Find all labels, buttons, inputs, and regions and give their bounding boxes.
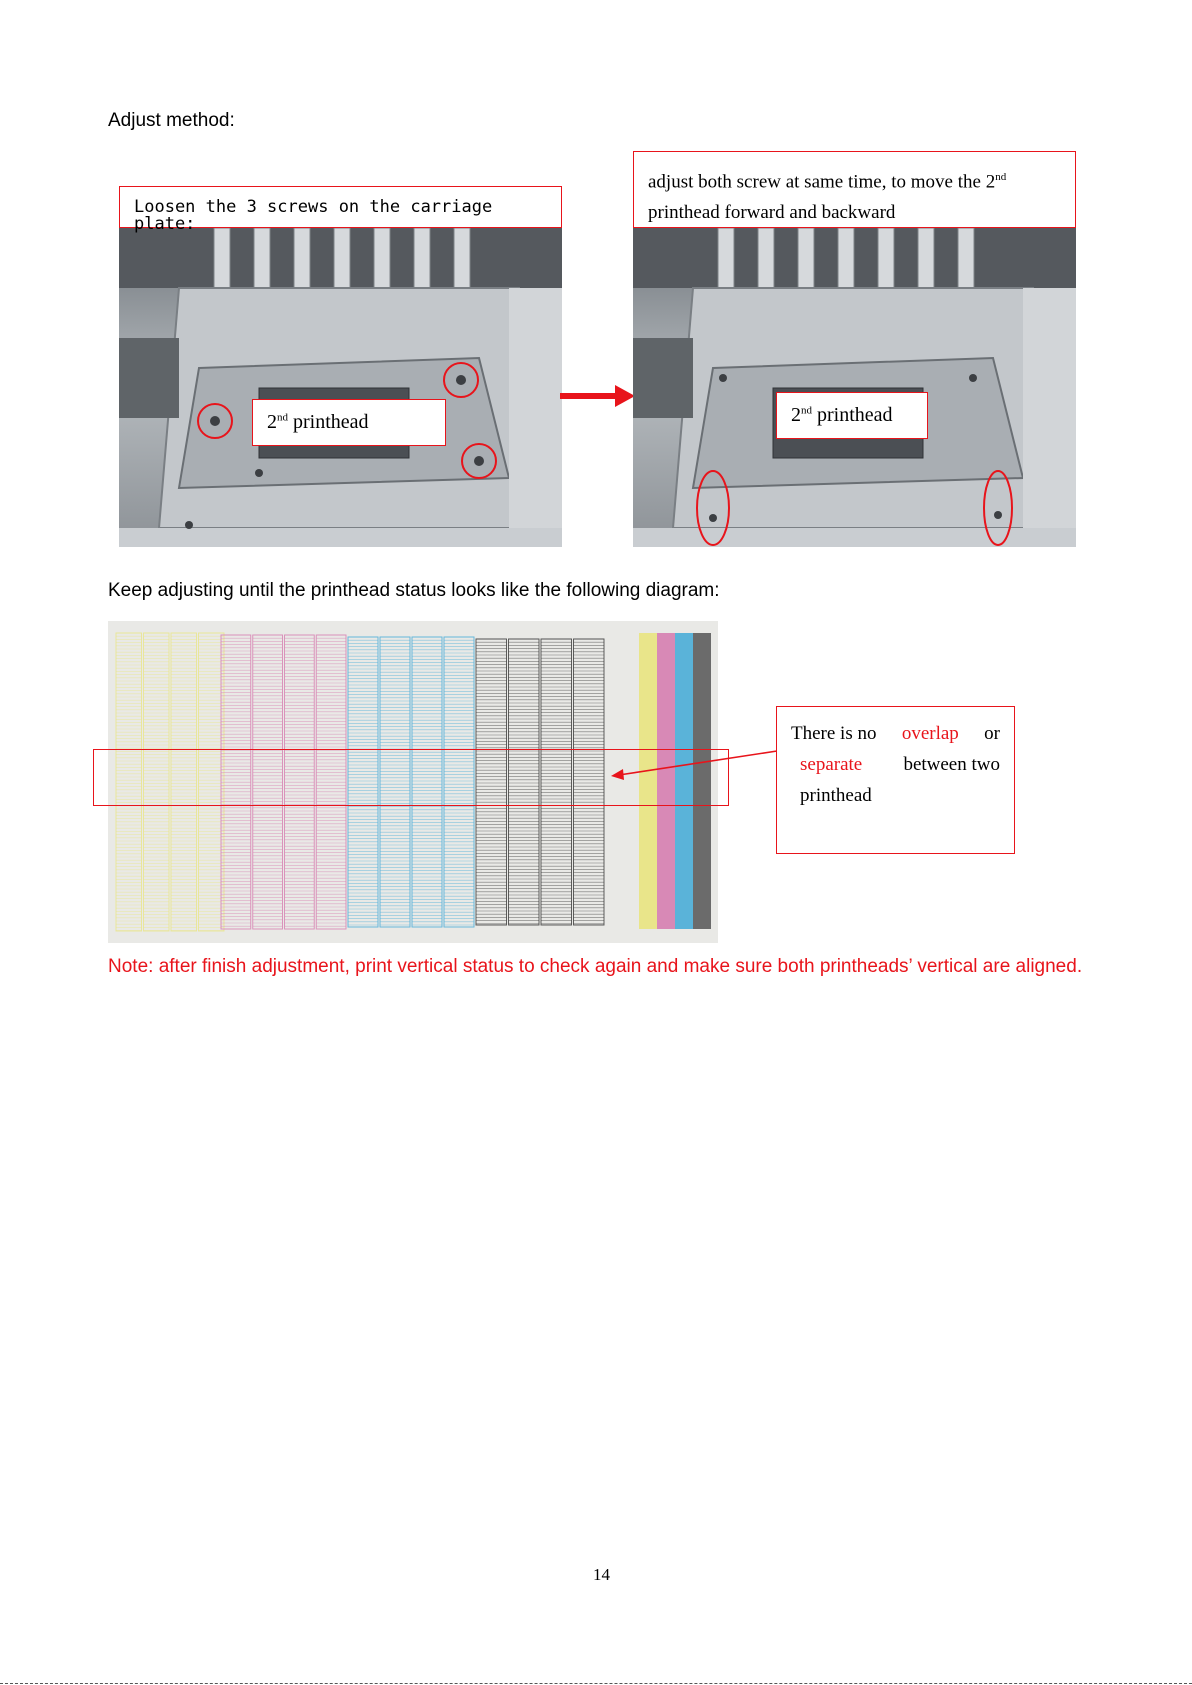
callout-status-separate: separate <box>800 754 863 775</box>
callout-status-line-3 <box>791 780 1000 811</box>
callout-adjust-text-2: printhead forward and backward <box>648 202 896 224</box>
label-2nd-num: 2 <box>267 411 277 433</box>
pointer-arrow <box>605 745 780 781</box>
callout-status-t1: There is no <box>791 723 877 744</box>
heading-adjust-method: Adjust method: <box>108 110 235 131</box>
carriage-photo-right <box>633 228 1076 547</box>
label-2nd-num-right: 2 <box>791 404 801 426</box>
callout-adjust-screws <box>633 151 1076 228</box>
label-2nd-printhead-right <box>776 392 928 439</box>
callout-adjust-text-1: adjust both screw at same time, to move the 2 <box>648 171 996 193</box>
callout-adjust-sup: nd <box>995 171 1007 183</box>
carriage-photo-left-illustration <box>119 228 562 547</box>
carriage-photo-right-illustration <box>633 228 1076 547</box>
callout-status-t2: or <box>984 723 1000 744</box>
label-2nd-sup: nd <box>277 411 288 424</box>
callout-status-line-2 <box>791 749 1000 780</box>
carriage-photo-left <box>119 228 562 547</box>
heading-keep-adjusting: Keep adjusting until the printhead status looks like the following diagram: <box>108 580 720 601</box>
page-number: 14 <box>593 1565 610 1584</box>
callout-no-overlap <box>776 706 1015 854</box>
callout-loosen-screws <box>119 186 562 234</box>
callout-loosen-text: Loosen the 3 screws on the carriage plate: <box>134 197 493 234</box>
label-printhead-text-right: printhead <box>812 404 893 426</box>
callout-status-overlap: overlap <box>901 723 959 744</box>
label-2nd-sup-right: nd <box>801 404 812 417</box>
callout-status-t4: printhead <box>800 785 872 806</box>
label-printhead-text: printhead <box>288 411 369 433</box>
callout-status-line-1 <box>791 718 1000 749</box>
callout-status-t3: between two <box>903 754 1000 775</box>
red-arrow-right <box>560 384 635 408</box>
note-text: Note: after finish adjustment, print vertical status to check again and make sure both printheads’ vertical are aligned. <box>108 956 1083 977</box>
label-2nd-printhead-left <box>252 399 446 446</box>
